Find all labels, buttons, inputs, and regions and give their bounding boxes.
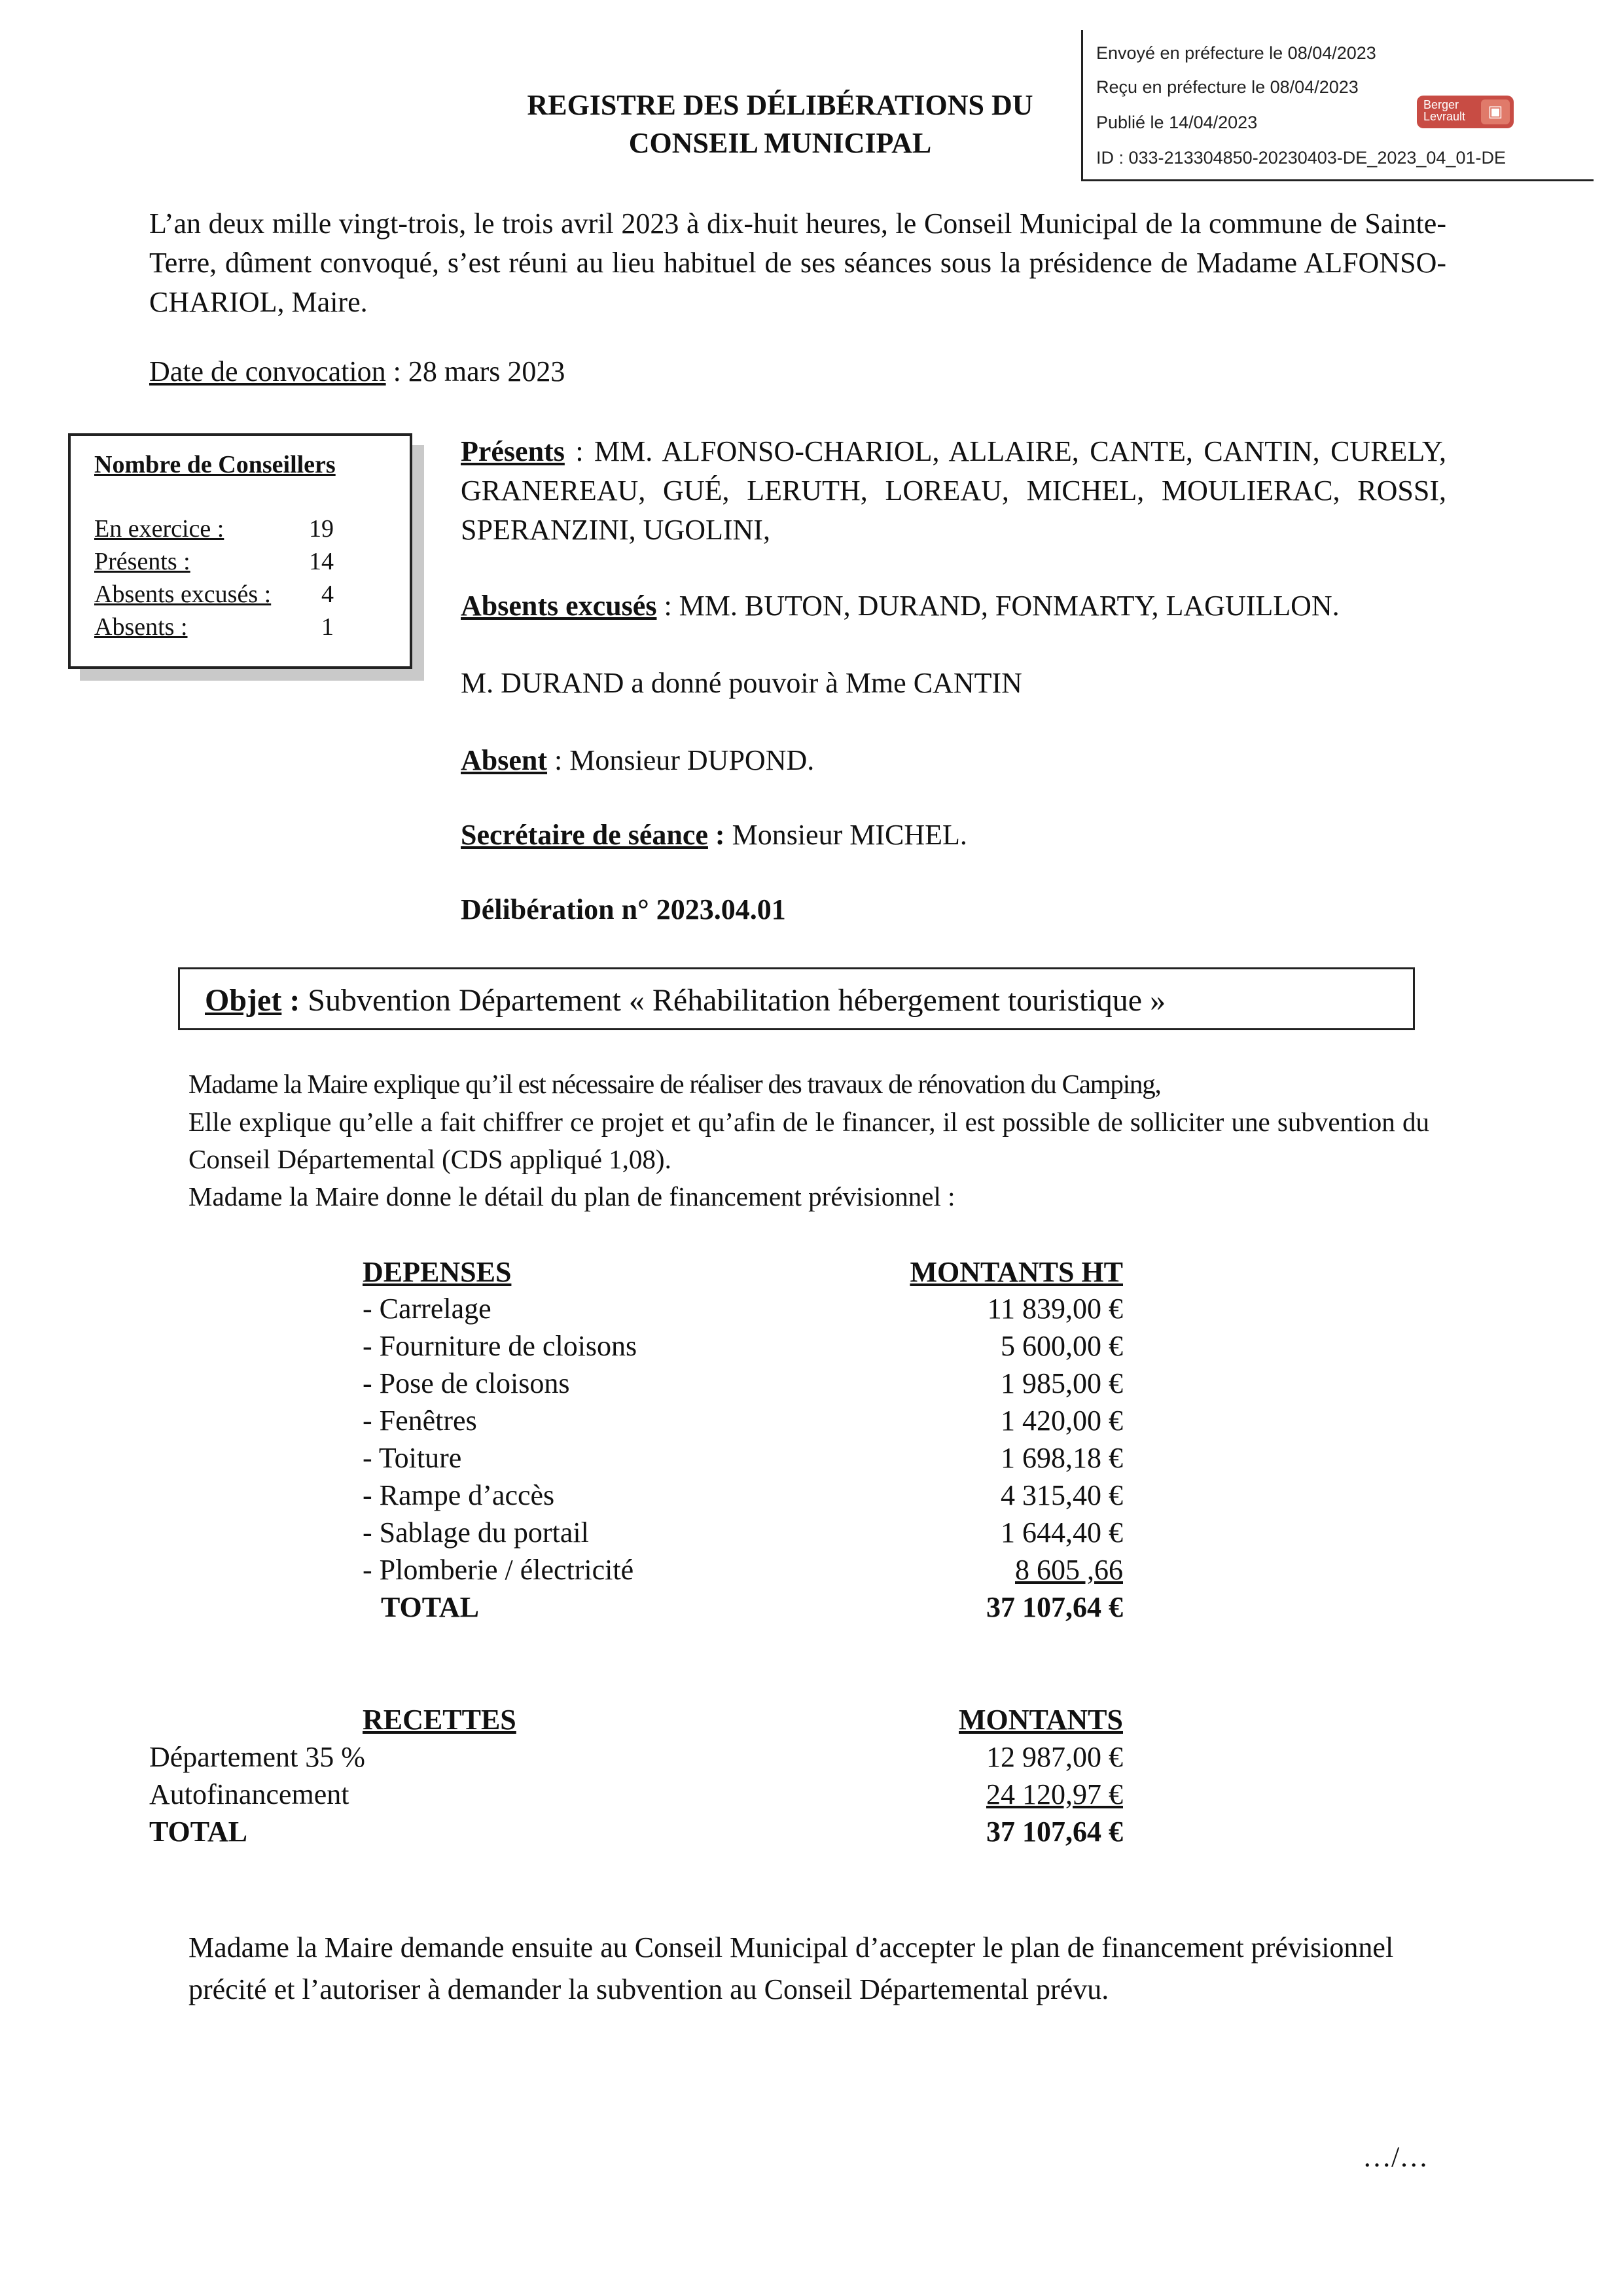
- table-row-label: - Toiture: [363, 1442, 462, 1474]
- depenses-total-label: TOTAL: [381, 1591, 479, 1623]
- proxy-note: M. DURAND a donné pouvoir à Mme CANTIN: [461, 667, 1022, 699]
- convocation-date: [149, 355, 565, 388]
- table-row-label: Autofinancement: [149, 1778, 349, 1810]
- page-continuation: …/…: [1363, 2141, 1429, 2173]
- depenses-header: DEPENSES: [363, 1256, 512, 1288]
- table-row-amount: 8 605 ,66: [1015, 1554, 1123, 1586]
- recettes-total-amount: 37 107,64 €: [986, 1816, 1123, 1848]
- absent-block: [461, 741, 1446, 780]
- count-label: Absents excusés :: [94, 581, 272, 608]
- secretary-value: Monsieur MICHEL.: [724, 819, 967, 851]
- depenses-total-amount: 37 107,64 €: [986, 1591, 1123, 1623]
- table-row-label: Département 35 %: [149, 1741, 365, 1773]
- table-row-label: - Sablage du portail: [363, 1516, 589, 1549]
- explanation-p2: Elle explique qu’elle a fait chiffrer ce projet et qu’afin de le financer, il est possible de solliciter une subvention du Conseil Départemental (CDS appliqué 1,08).: [188, 1107, 1429, 1174]
- excused-value: : MM. BUTON, DURAND, FONMARTY, LAGUILLON.: [656, 590, 1340, 622]
- table-row-label: - Fourniture de cloisons: [363, 1330, 637, 1362]
- recettes-total-label: TOTAL: [149, 1816, 247, 1848]
- deliberation-number: Délibération n° 2023.04.01: [461, 893, 786, 925]
- title-line-2: CONSEIL MUNICIPAL: [628, 127, 932, 159]
- explanation-p3: Madame la Maire donne le détail du plan de financement prévisionnel :: [188, 1181, 955, 1211]
- count-value: 19: [309, 515, 334, 543]
- table-row-label: - Plomberie / électricité: [363, 1554, 634, 1586]
- count-row: [94, 514, 376, 543]
- presents-label: Présents: [461, 435, 565, 467]
- logo-badge-icon: ▣: [1481, 99, 1510, 124]
- excused-label: Absents excusés: [461, 590, 657, 622]
- intro-paragraph: L’an deux mille vingt-trois, le trois avril 2023 à dix-huit heures, le Conseil Municipal de la commune de Sainte-Terre, dûment convoqué, s’est réuni au lieu habituel de ses séances sous la présidence de Madame ALFONSO-CHARIOL, Maire.: [149, 207, 1446, 318]
- objet-box: [178, 967, 1415, 1030]
- berger-levrault-logo: [1417, 96, 1514, 128]
- convocation-value: : 28 mars 2023: [385, 355, 565, 387]
- table-row-label: - Pose de cloisons: [363, 1367, 570, 1399]
- count-label: Présents :: [94, 548, 190, 575]
- count-value: 4: [321, 581, 334, 608]
- table-row-amount: 1 698,18 €: [1001, 1442, 1123, 1474]
- stamp-received: Reçu en préfecture le 08/04/2023: [1096, 77, 1359, 97]
- stamp-id: ID : 033-213304850-20230403-DE_2023_04_01-DE: [1096, 148, 1506, 168]
- secretary-label: Secrétaire de séance: [461, 819, 708, 851]
- count-label: Absents :: [94, 613, 188, 641]
- objet-colon: :: [281, 983, 308, 1018]
- title-line-1: REGISTRE DES DÉLIBÉRATIONS DU: [527, 89, 1033, 121]
- presents-value: : MM. ALFONSO-CHARIOL, ALLAIRE, CANTE, CANTIN, CURELY, GRANEREAU, GUÉ, LERUTH, LOREAU, MICHEL, MOULIERAC, ROSSI, SPERANZINI, UGOLINI,: [461, 435, 1446, 546]
- table-row-label: - Fenêtres: [363, 1405, 477, 1437]
- recettes-header: RECETTES: [363, 1704, 516, 1736]
- table-row-amount: 5 600,00 €: [1001, 1330, 1123, 1362]
- logo-text-2: Levrault: [1423, 110, 1466, 123]
- table-row-amount: 1 420,00 €: [1001, 1405, 1123, 1437]
- table-row-label: - Rampe d’accès: [363, 1479, 555, 1511]
- explanation-p1: Madame la Maire explique qu’il est nécessaire de réaliser des travaux de rénovation du Camping,: [188, 1069, 1161, 1099]
- count-value: 14: [309, 548, 334, 575]
- counts-header: Nombre de Conseillers: [94, 451, 336, 478]
- table-row-amount: 4 315,40 €: [1001, 1479, 1123, 1511]
- absent-label: Absent: [461, 744, 548, 776]
- count-row: [94, 613, 376, 641]
- count-value: 1: [321, 613, 334, 641]
- secretary-colon: :: [707, 819, 725, 851]
- table-row-amount: [848, 1778, 1123, 1811]
- count-row: [94, 580, 376, 609]
- excused-block: [461, 586, 1446, 626]
- absent-value: : Monsieur DUPOND.: [547, 744, 815, 776]
- table-row-amount: 11 839,00 €: [987, 1293, 1123, 1325]
- objet-value: Subvention Département « Réhabilitation hébergement touristique »: [308, 983, 1166, 1018]
- convocation-label: Date de convocation: [149, 355, 386, 387]
- count-row: [94, 547, 376, 576]
- presents-block: [461, 432, 1446, 550]
- final-paragraph: Madame la Maire demande ensuite au Conseil Municipal d’accepter le plan de financement prévisionnel précité et l’autoriser à demander la subvention au Conseil Départemental prévu.: [188, 1931, 1394, 2005]
- recettes-amount-header: MONTANTS: [959, 1704, 1123, 1736]
- prefecture-stamp: [1081, 30, 1594, 181]
- table-row-amount: 1 985,00 €: [1001, 1367, 1123, 1399]
- counselors-count-box: [68, 433, 412, 669]
- logo-text-1: Berger: [1423, 98, 1459, 111]
- stamp-published: Publié le 14/04/2023: [1096, 113, 1258, 132]
- table-row-amount: 12 987,00 €: [986, 1741, 1123, 1773]
- count-label: En exercice :: [94, 515, 224, 543]
- table-row-amount: 1 644,40 €: [1001, 1516, 1123, 1549]
- recettes-autofinancement-amount: 24 120,97 €: [986, 1778, 1123, 1810]
- stamp-sent: Envoyé en préfecture le 08/04/2023: [1096, 43, 1376, 63]
- secretary-block: [461, 816, 1446, 855]
- depenses-amount-header: MONTANTS HT: [910, 1256, 1123, 1288]
- table-row-label: - Carrelage: [363, 1293, 491, 1325]
- objet-label: Objet: [205, 983, 282, 1018]
